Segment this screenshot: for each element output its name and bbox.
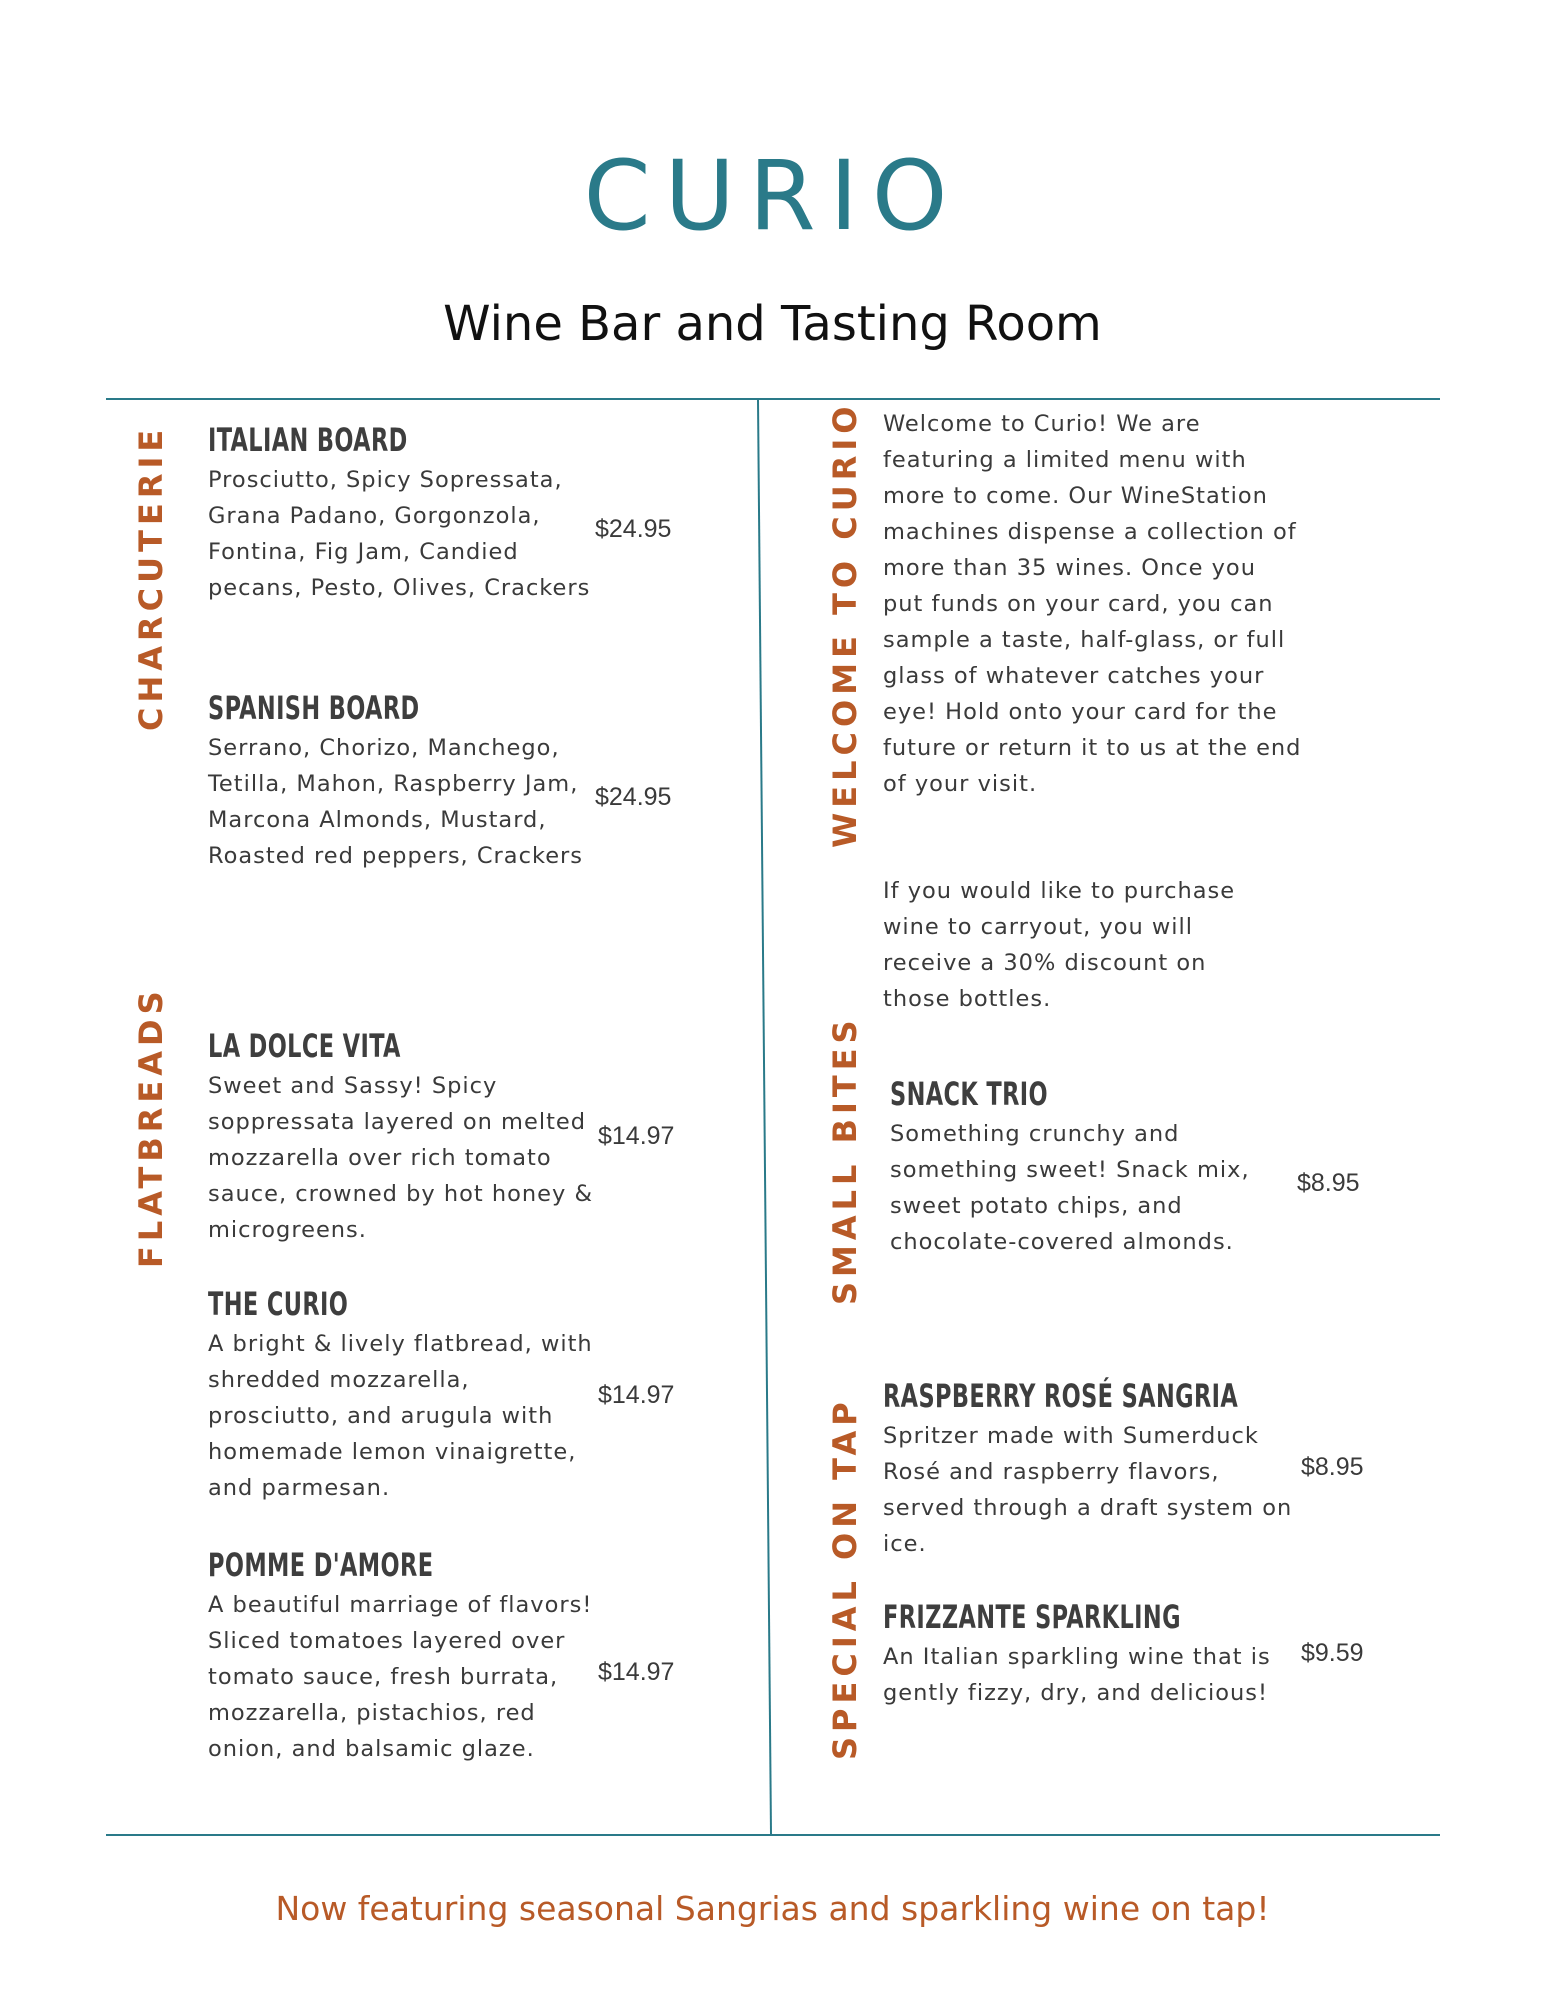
item-description-spanish-board: Serrano, Chorizo, Manchego, Tetilla, Mahon, Raspberry Jam, Marcona Almonds, Mustard, Roasted red peppers, Crackers	[208, 735, 584, 869]
item-name-raspberry-rose-sangria: RASPBERRY ROSÉ SANGRIA	[883, 1377, 1239, 1415]
item-description-la-dolce-vita: Sweet and Sassy! Spicy soppressata layered on melted mozzarella over rich tomato sauce, crowned by hot honey & microgreens.	[208, 1073, 594, 1243]
section-label-welcome: WELCOME TO CURIO	[826, 401, 864, 848]
welcome-paragraph-2: If you would like to purchase wine to carryout, you will receive a 30% discount on those bottles.	[883, 878, 1236, 1012]
item-name-pomme-damore: POMME D'AMORE	[208, 1546, 434, 1584]
section-label-small-bites: SMALL BITES	[826, 1015, 864, 1305]
item-name-the-curio: THE CURIO	[208, 1285, 349, 1323]
item-description-frizzante-sparkling: An Italian sparkling wine that is gently fizzy, dry, and delicious!	[883, 1644, 1271, 1706]
item-price-la-dolce-vita: $14.97	[598, 1122, 675, 1150]
item-description-snack-trio: Something crunchy and something sweet! Snack mix, sweet potato chips, and chocolate-covered almonds.	[890, 1121, 1250, 1255]
item-price-the-curio: $14.97	[598, 1381, 675, 1409]
item-price-pomme-damore: $14.97	[598, 1658, 675, 1686]
subtitle: Wine Bar and Tasting Room	[443, 296, 1102, 352]
section-label-special-on-tap: SPECIAL ON TAP	[826, 1397, 864, 1760]
section-label-charcuterie: CHARCUTERIE	[132, 424, 170, 731]
item-description-italian-board: Prosciutto, Spicy Sopressata, Grana Padano, Gorgonzola, Fontina, Fig Jam, Candied pecans, Pesto, Olives, Crackers	[208, 467, 591, 601]
item-name-frizzante-sparkling: FRIZZANTE SPARKLING	[883, 1598, 1181, 1636]
item-name-snack-trio: SNACK TRIO	[890, 1075, 1048, 1113]
item-price-spanish-board: $24.95	[595, 783, 672, 811]
item-description-pomme-damore: A beautiful marriage of flavors! Sliced tomatoes layered over tomato sauce, fresh burrata, mozzarella, pistachios, red onion, and balsamic glaze.	[208, 1592, 593, 1762]
item-price-frizzante-sparkling: $9.59	[1301, 1639, 1364, 1667]
item-price-snack-trio: $8.95	[1297, 1169, 1360, 1197]
item-price-raspberry-rose-sangria: $8.95	[1301, 1453, 1364, 1481]
item-name-la-dolce-vita: LA DOLCE VITA	[208, 1027, 401, 1065]
brand-title: CURIO	[583, 140, 962, 252]
welcome-paragraph-1: Welcome to Curio! We are featuring a limited menu with more to come. Our WineStation machines dispense a collection of more than 35 wines. Once you put funds on your card, you can sample a taste, half-glass, or full glass of whatever catches your eye! Hold onto your card for the future or return it to us at the end of your visit.	[883, 411, 1302, 797]
item-name-spanish-board: SPANISH BOARD	[208, 689, 420, 727]
item-description-the-curio: A bright & lively flatbread, with shredded mozzarella, prosciutto, and arugula with homemade lemon vinaigrette, and parmesan.	[208, 1331, 593, 1501]
item-description-raspberry-rose-sangria: Spritzer made with Sumerduck Rosé and raspberry flavors, served through a draft system on ice.	[883, 1423, 1293, 1557]
footer-announcement: Now featuring seasonal Sangrias and sparkling wine on tap!	[275, 1889, 1270, 1928]
item-price-italian-board: $24.95	[595, 515, 672, 543]
section-label-flatbreads: FLATBREADS	[132, 986, 170, 1268]
item-name-italian-board: ITALIAN BOARD	[208, 421, 408, 459]
